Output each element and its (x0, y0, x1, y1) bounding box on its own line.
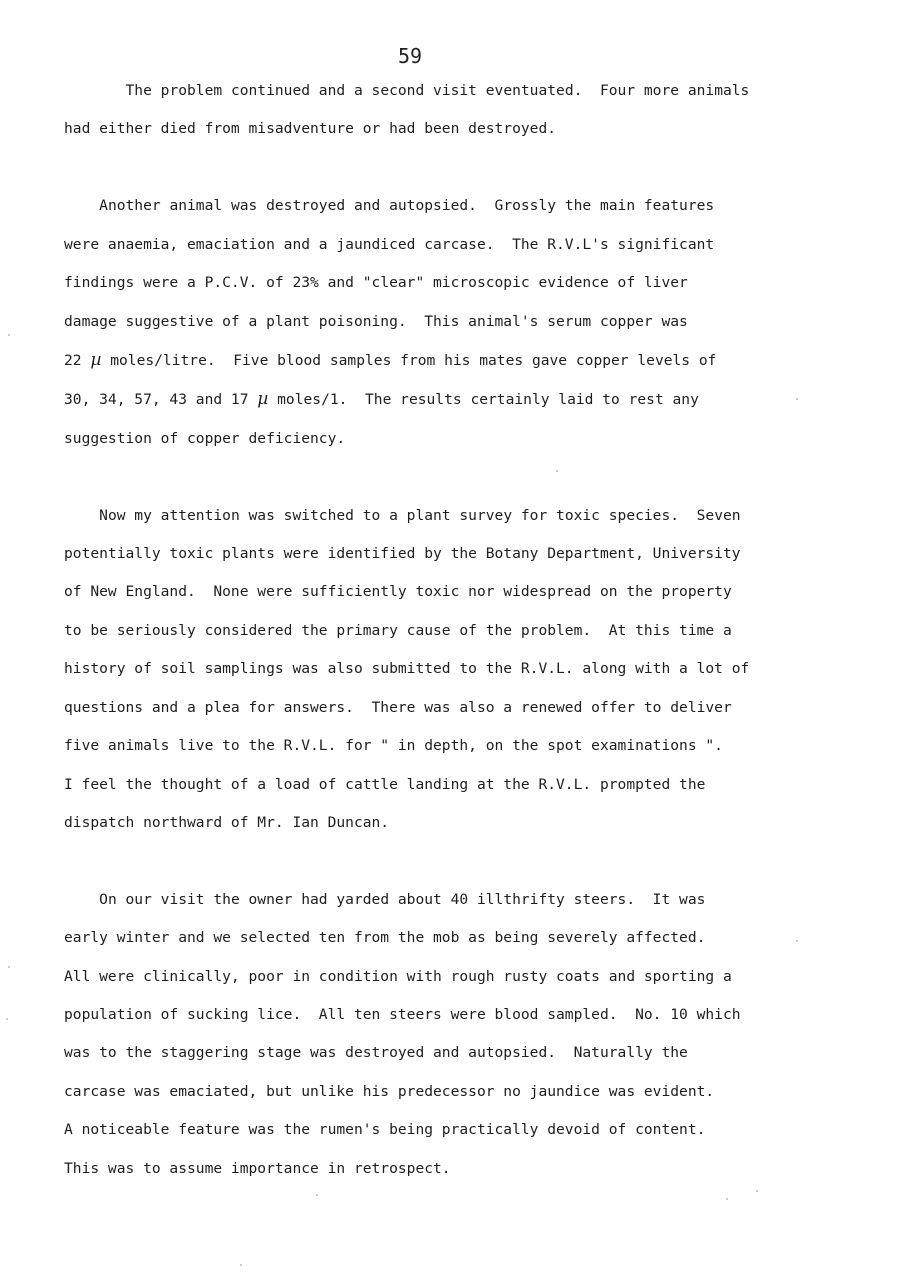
indent (64, 82, 126, 99)
text-line: was to the staggering stage was destroyed and autopsied. Naturally the (64, 1044, 688, 1062)
text-line: This was to assume importance in retrospect. (64, 1159, 451, 1177)
text-line (64, 881, 854, 919)
text-line (64, 187, 854, 225)
text-line: A noticeable feature was the rumen's being practically devoid of content. (64, 1121, 706, 1139)
text-line: All were clinically, poor in condition with rough rusty coats and sporting a (64, 967, 732, 985)
micro-symbol: µ (90, 349, 102, 370)
text-line: were anaemia, emaciation and a jaundiced carcase. The R.V.L's significant (64, 235, 715, 253)
paragraph-gap (64, 149, 854, 188)
text-line: questions and a plea for answers. There was also a renewed offer to deliver (64, 698, 732, 716)
text-line: dispatch northward of Mr. Ian Duncan. (64, 813, 390, 831)
micro-symbol: µ (257, 389, 269, 410)
scan-speck (756, 1190, 758, 1192)
paragraph-4 (64, 881, 854, 1188)
scan-speck (796, 398, 798, 400)
indent (64, 507, 99, 524)
line-text: On our visit the owner had yarded about 40 illthrifty steers. It was (99, 890, 706, 908)
paragraph-gap (64, 842, 854, 881)
text-line: history of soil samplings was also submitted to the R.V.L. along with a lot of (64, 660, 750, 678)
text-line (64, 497, 854, 535)
text-line: suggestion of copper deficiency. (64, 429, 346, 447)
text-line: findings were a P.C.V. of 23% and "clear" microscopic evidence of liver (64, 274, 688, 292)
indent (64, 891, 99, 908)
line-text: 30, 34, 57, 43 and 17 (64, 391, 258, 409)
text-line: potentially toxic plants were identified by the Botany Department, University (64, 545, 741, 563)
text-line (64, 341, 854, 380)
scan-speck (8, 966, 10, 968)
scan-speck (796, 940, 798, 942)
text-line (64, 72, 854, 110)
text-line: to be seriously considered the primary cause of the problem. At this time a (64, 621, 732, 639)
line-text: moles/litre. Five blood samples from his mates gave copper levels of (101, 351, 717, 369)
text-line: damage suggestive of a plant poisoning. This animal's serum copper was (64, 312, 688, 330)
paragraph-2 (64, 187, 854, 458)
text-line: population of sucking lice. All ten steers were blood sampled. No. 10 which (64, 1006, 741, 1024)
indent (64, 197, 99, 214)
line-text: Another animal was destroyed and autopsied. Grossly the main features (99, 197, 715, 215)
text-line: early winter and we selected ten from the mob as being severely affected. (64, 929, 706, 947)
text-line (64, 380, 854, 419)
paragraph-gap (64, 458, 854, 497)
line-text: Now my attention was switched to a plant survey for toxic species. Seven (99, 506, 741, 524)
text-line: had either died from misadventure or had been destroyed. (64, 120, 557, 138)
scan-speck (240, 1264, 242, 1266)
scan-speck (6, 1018, 8, 1020)
scan-speck (316, 1194, 318, 1196)
scan-speck (726, 1198, 728, 1200)
text-line: I feel the thought of a load of cattle landing at the R.V.L. prompted the (64, 775, 706, 793)
paragraph-1 (64, 72, 854, 149)
paragraph-3 (64, 497, 854, 843)
text-line: of New England. None were sufficiently toxic nor widespread on the property (64, 583, 732, 601)
line-text: 22 (64, 351, 91, 369)
page-number: 59 (397, 44, 423, 68)
text-line: carcase was emaciated, but unlike his predecessor no jaundice was evident. (64, 1082, 715, 1100)
scan-speck (8, 334, 10, 336)
text-line: five animals live to the R.V.L. for " in depth, on the spot examinations ". (64, 737, 723, 755)
line-text: moles/1. The results certainly laid to rest any (268, 391, 699, 409)
body-text (64, 72, 854, 1188)
line-text: The problem continued and a second visit eventuated. Four more animals (125, 82, 750, 99)
scan-speck (556, 470, 558, 472)
